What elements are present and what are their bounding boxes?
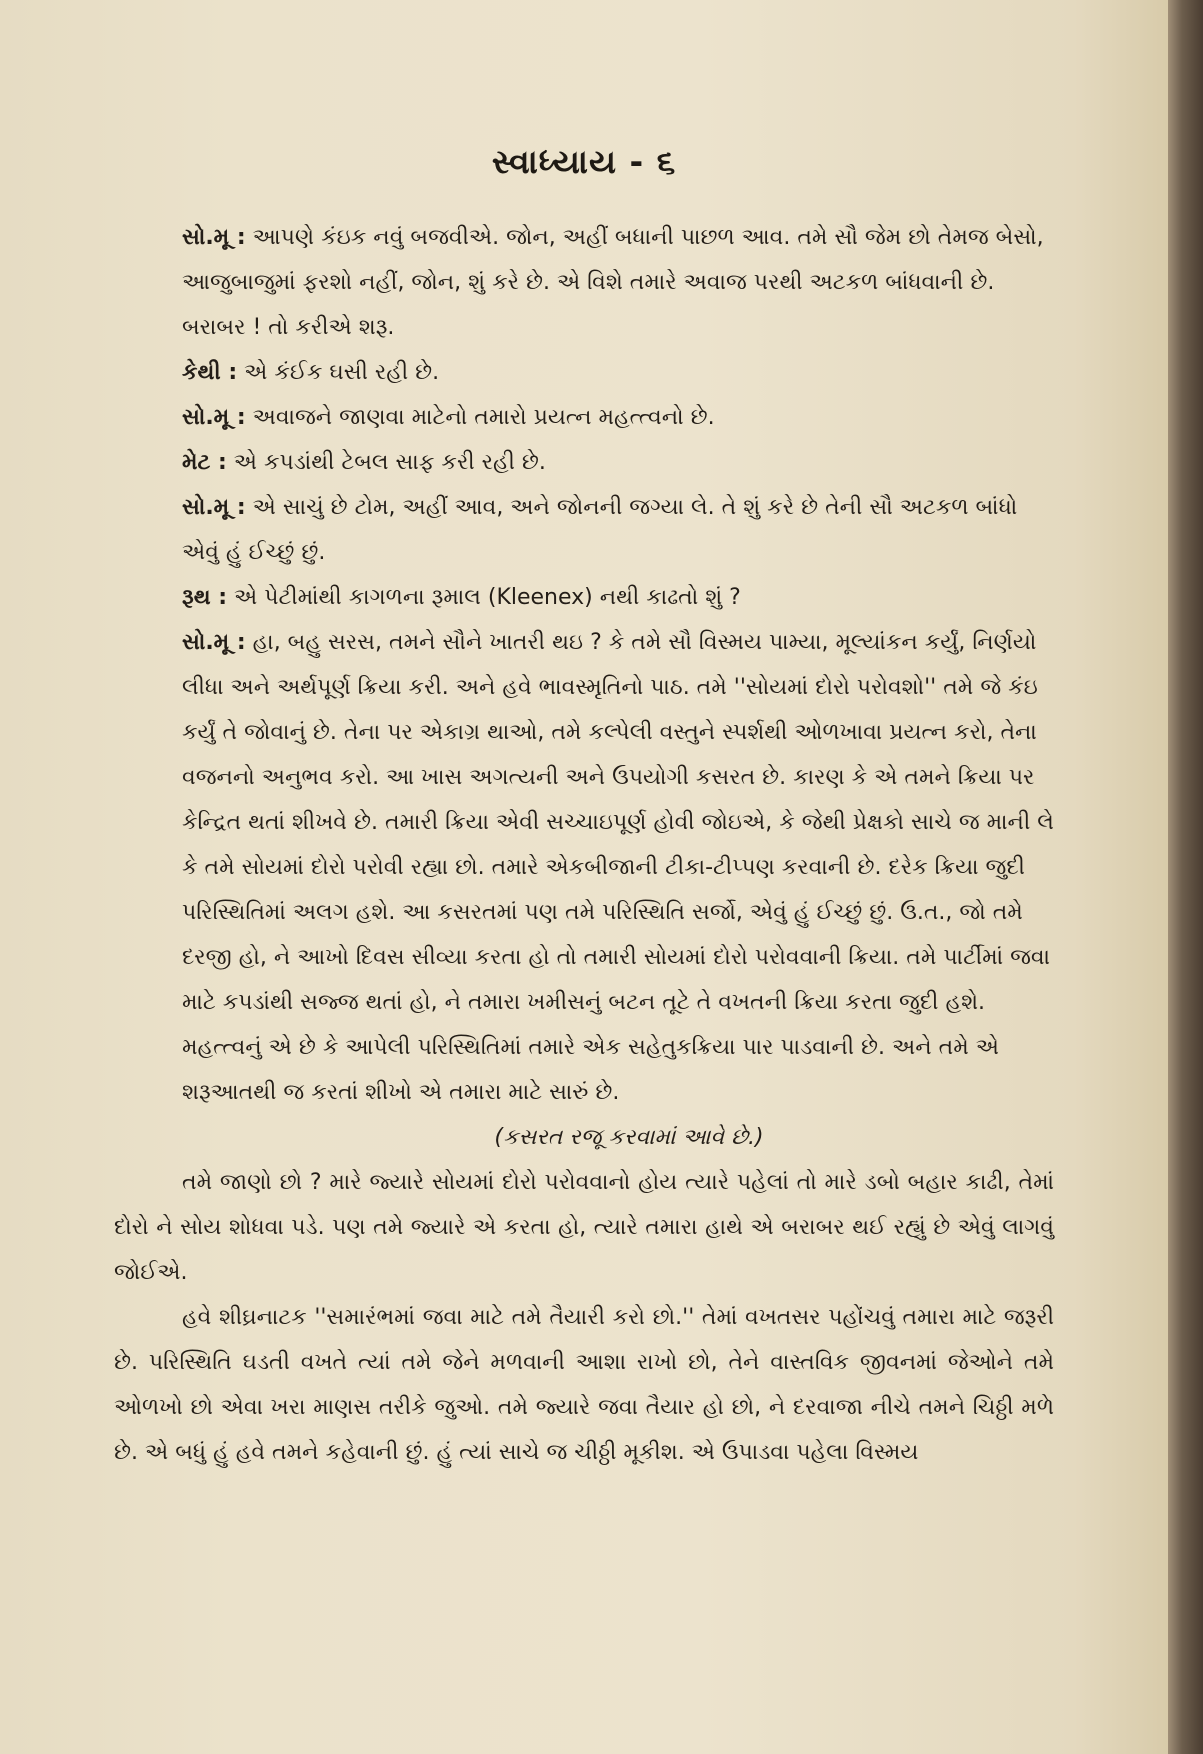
speaker-name: સો.મૂ : — [182, 630, 246, 655]
speaker-name: કેથી : — [182, 360, 238, 385]
body-paragraph: હવે શીઘ્રનાટક ''સમારંભમાં જવા માટે તમે તૈયારી કરો છો.'' તેમાં વખતસર પહોંચવું તમારા માટે જરૂરી છે. પરિસ્થિતિ ઘડતી વખતે ત્યાં તમે જેને મળવાની આશા રાખો છો, તેને વાસ્તવિક જીવનમાં જેઓને તમે ઓળખો છો એવા ખરા માણસ તરીકે જુઓ. તમે જ્યારે જવા તૈયાર હો છો, ને દરવાજા નીચે તમને ચિઠ્ઠી મળે છે. એ બધું હું હવે તમને કહેવાની છું. હું ત્યાં સાચે જ ચીઠ્ઠી મૂકીશ. એ ઉપાડવા પહેલા વિસ્મય — [114, 1305, 1054, 1465]
page-title: સ્વાધ્યાય - ૬ — [491, 142, 677, 181]
dialogue-line — [114, 620, 1054, 1115]
page-body — [114, 215, 1054, 1475]
speaker-name: સો.મૂ : — [182, 405, 246, 430]
dialogue-text: આપણે કંઇક નવું બજવીએ. જોન, અહીં બધાની પાછળ આવ. તમે સૌ જેમ છો તેમજ બેસો, આજુબાજુમાં ફરશો નહીં, જોન, શું કરે છે. એ વિશે તમારે અવાજ પરથી અટકળ બાંધવાની છે. બરાબર ! તો કરીએ શરૂ. — [182, 225, 1044, 340]
dialogue-line — [114, 215, 1054, 350]
page-edge — [1168, 0, 1203, 1754]
dialogue-line — [114, 575, 1054, 620]
dialogue-line — [114, 395, 1054, 440]
dialogue-text: એ કપડાંથી ટેબલ સાફ કરી રહી છે. — [226, 450, 546, 475]
speaker-name: રૂથ : — [182, 585, 228, 610]
dialogue-text: હા, બહુ સરસ, તમને સૌને ખાતરી થઇ ? કે તમે સૌ વિસ્મય પામ્યા, મૂલ્યાંકન કર્યું, નિર્ણયો લીધા અને અર્થપૂર્ણ ક્રિયા કરી. અને હવે ભાવસ્મૃતિનો પાઠ. તમે ''સોયમાં દોરો પરોવશો'' તમે જે કંઇ કર્યું તે જોવાનું છે. તેના પર એકાગ્ર થાઓ, તમે કલ્પેલી વસ્તુને સ્પર્શથી ઓળખાવા પ્રયત્ન કરો, તેના વજનનો અનુભવ કરો. આ ખાસ અગત્યની અને ઉપયોગી કસરત છે. કારણ કે એ તમને ક્રિયા પર કેન્દ્રિત થતાં શીખવે છે. તમારી ક્રિયા એવી સચ્ચાઇપૂર્ણ હોવી જોઇએ, કે જેથી પ્રેક્ષકો સાચે જ માની લે કે તમે સોયમાં દોરો પરોવી રહ્યા છો. તમારે એકબીજાની ટીકા-ટીપ્પણ કરવાની છે. દરેક ક્રિયા જુદી પરિસ્થિતિમાં અલગ હશે. આ કસરતમાં પણ તમે પરિસ્થિતિ સર્જો, એવું હું ઈચ્છું છું. ઉ.ત., જો તમે દરજી હો, ને આખો દિવસ સીવ્યા કરતા હો તો તમારી સોયમાં દોરો પરોવવાની ક્રિયા. તમે પાર્ટીમાં જવા માટે કપડાંથી સજ્જ થતાં હો, ને તમારા ખમીસનું બટન તૂટે તે વખતની ક્રિયા કરતા જુદી હશે. મહત્ત્વનું એ છે કે આપેલી પરિસ્થિતિમાં તમારે એક સહેતુકક્રિયા પાર પાડવાની છે. અને તમે એ શરૂઆતથી જ કરતાં શીખો એ તમારા માટે સારું છે. — [182, 630, 1054, 1105]
body-paragraph: તમે જાણો છો ? મારે જ્યારે સોયમાં દોરો પરોવવાનો હોય ત્યારે પહેલાં તો મારે ડબો બહાર કાઢી, તેમાં દોરો ને સોય શોધવા પડે. પણ તમે જ્યારે એ કરતા હો, ત્યારે તમારા હાથે એ બરાબર થઈ રહ્યું છે એવું લાગવું જોઈએ. — [114, 1170, 1054, 1285]
dialogue-line — [114, 350, 1054, 395]
stage-direction: (કસરત રજૂ કરવામાં આવે છે.) — [494, 1125, 764, 1150]
speaker-name: સો.મૂ : — [182, 225, 246, 250]
dialogue-text: એ કંઈક ઘસી રહી છે. — [237, 360, 440, 385]
speaker-name: મેટ : — [182, 450, 227, 475]
dialogue-text: એ સાચું છે ટોમ, અહીં આવ, અને જોનની જગ્યા લે. તે શું કરે છે તેની સૌ અટકળ બાંધો એવું હું ઈચ્છું છું. — [182, 495, 1018, 565]
dialogue-text: એ પેટીમાંથી કાગળના રૂમાલ (Kleenex) નથી કાઢતો શું ? — [227, 585, 741, 610]
dialogue-line — [114, 485, 1054, 575]
dialogue-line — [114, 440, 1054, 485]
dialogue-text: અવાજને જાણવા માટેનો તમારો પ્રયત્ન મહત્ત્વનો છે. — [245, 405, 715, 430]
speaker-name: સો.મૂ : — [182, 495, 246, 520]
